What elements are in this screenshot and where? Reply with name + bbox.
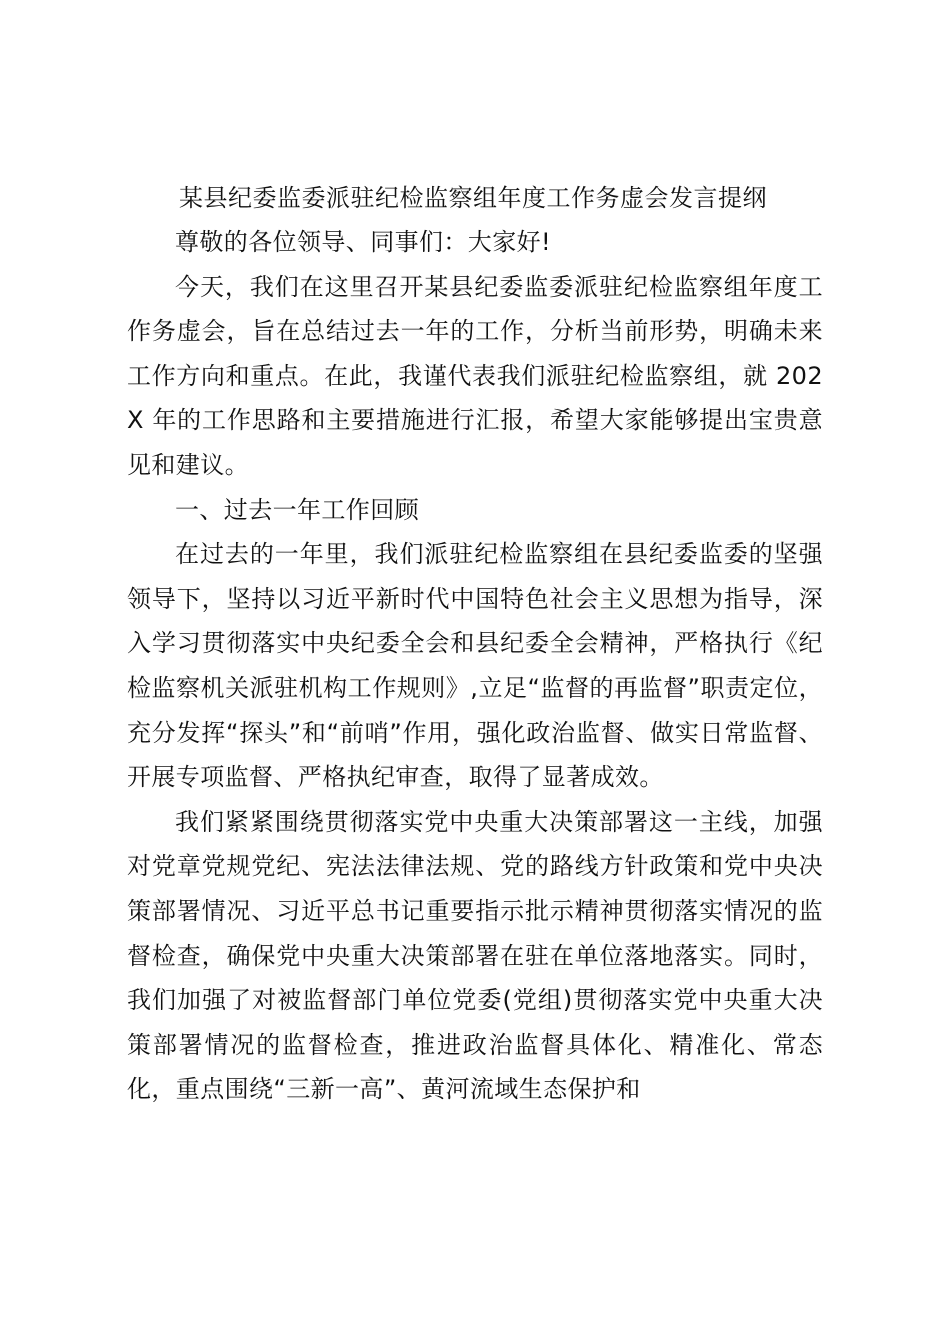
review-paragraph: 在过去的一年里，我们派驻纪检监察组在县纪委监委的坚强领导下，坚持以习近平新时代中国特色社会主义思想为指导，深入学习贯彻落实中央纪委全会和县纪委全会精神，严格执行《纪检监察机关派驻机构工作规则》,立足“监督的再监督”职责定位，充分发挥“探头”和“前哨”作用，强化政治监督、做实日常监督、开展专项监督、严格执纪审查，取得了显著成效。	[127, 540, 823, 792]
document-body	[127, 176, 823, 1112]
section-heading: 一、过去一年工作回顾	[175, 495, 419, 524]
intro-paragraph: 今天，我们在这里召开某县纪委监委派驻纪检监察组年度工作务虚会，旨在总结过去一年的工作，分析当前形势，明确未来工作方向和重点。在此，我谨代表我们派驻纪检监察组，就 202X 年的工作思路和主要措施进行汇报，希望大家能够提出宝贵意见和建议。	[127, 272, 823, 479]
supervision-paragraph: 我们紧紧围绕贯彻落实党中央重大决策部署这一主线，加强对党章党规党纪、宪法法律法规、党的路线方针政策和党中央决策部署情况、习近平总书记重要指示批示精神贯彻落实情况的监督检查，确保党中央重大决策部署在驻在单位落地落实。同时，我们加强了对被监督部门单位党委(党组)贯彻落实党中央重大决策部署情况的监督检查，推进政治监督具体化、精准化、常态化，重点围绕“三新一高”、黄河流域生态保护和	[127, 807, 823, 1104]
greeting-paragraph: 尊敬的各位领导、同事们：大家好!	[175, 228, 552, 256]
document-title: 某县纪委监委派驻纪检监察组年度工作务虚会发言提纲	[179, 184, 767, 212]
